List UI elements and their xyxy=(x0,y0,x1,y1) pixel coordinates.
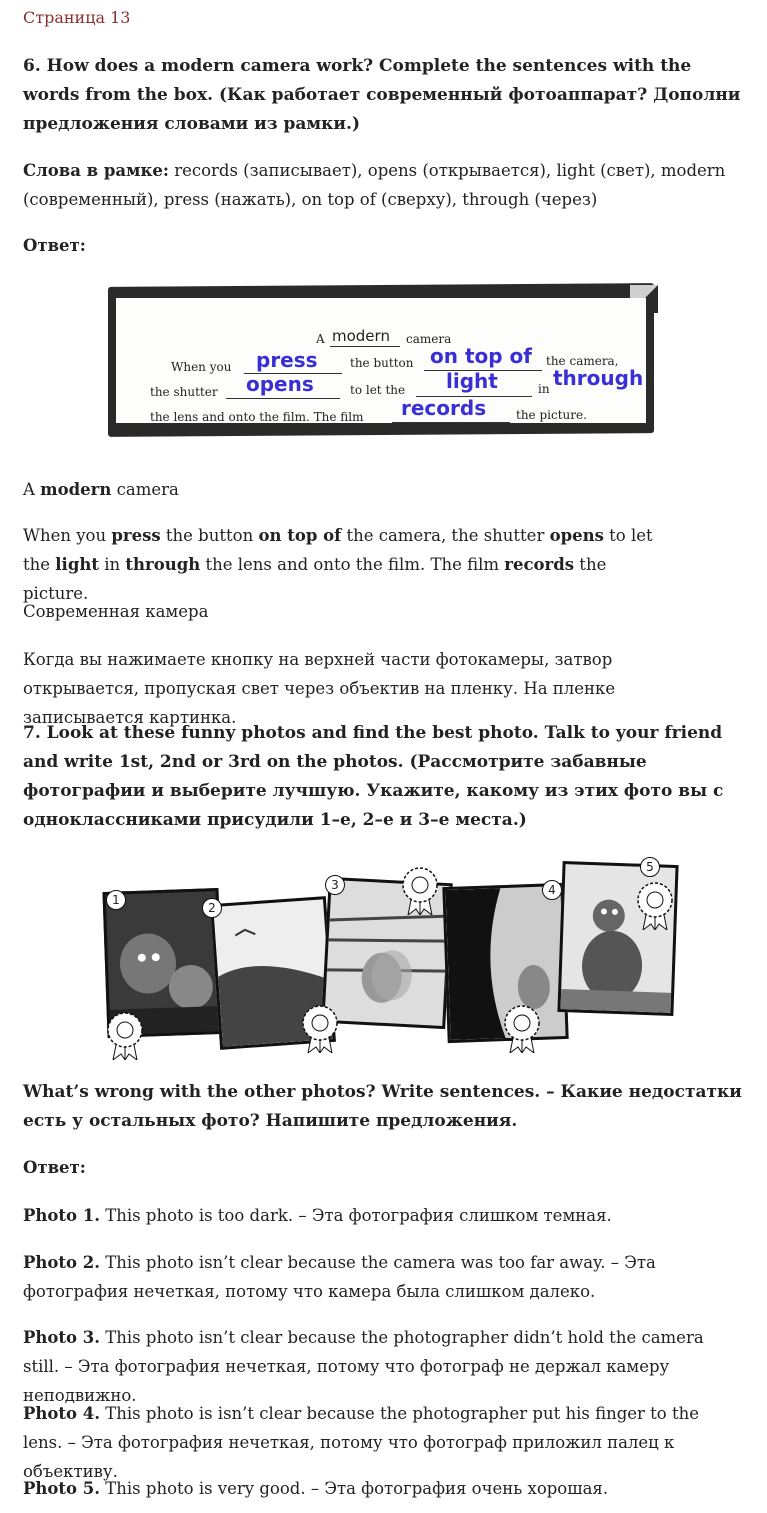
task-7-title: 7. Look at these funny photos and find the best photo. Talk to your friend and write 1st, 2nd or 3rd on the photos. (Рассмотрите забавные фотографии и выберите лучшую. Укажите, какому из этих фото вы с одноклассниками присудили 1–е, 2–е и 3–е места.) xyxy=(23,723,724,830)
words-box-text xyxy=(23,156,743,214)
answer-press: press xyxy=(256,348,318,372)
photo-number-2: 2 xyxy=(202,898,222,918)
photo-number-3: 3 xyxy=(325,875,345,895)
ex-the-shutter: the shutter xyxy=(150,385,218,399)
photo-answer-4: Photo 4. This photo is isn’t clear because the photographer put his finger to the lens. – Эта фотография нечеткая, потому что фотограф приложил палец к объективу. xyxy=(23,1404,699,1481)
answer-en-text: When you press the button on top of the camera, the shutter opens to let the light in through the lens and onto the film. The film records the picture. xyxy=(23,526,653,603)
ex-modern-hand: modern xyxy=(332,327,390,345)
answer-label-6: Ответ: xyxy=(23,236,86,255)
question-title: What’s wrong with the other photos? Write sentences. – Какие недостатки есть у остальных фото? Напишите предложения. xyxy=(23,1082,742,1131)
photo-answer-3: Photo 3. This photo isn’t clear because the photographer didn’t hold the camera still. – Эта фотография нечеткая, потому что фотограф не держал камеру неподвижно. xyxy=(23,1328,704,1405)
award-rosette-icon xyxy=(300,1003,340,1053)
ex-to-let-the: to let the xyxy=(350,383,406,397)
answer-through: through xyxy=(553,366,644,390)
photo-number-5: 5 xyxy=(640,857,660,877)
answer-en-title: A modern camera xyxy=(23,480,179,499)
ex-in: in xyxy=(538,382,550,396)
ex-camera: camera xyxy=(406,332,452,346)
ex-the-camera: the camera, xyxy=(546,354,619,368)
ex-when-you: When you xyxy=(171,360,232,374)
answer-opens: opens xyxy=(246,372,314,396)
photo-number-4: 4 xyxy=(542,880,562,900)
answer-label-7: Ответ: xyxy=(23,1158,86,1177)
photo-answer-2: Photo 2. This photo isn’t clear because the camera was too far away. – Эта фотография нечеткая, потому что камера была слишком далеко. xyxy=(23,1253,656,1301)
page-header: Страница 13 xyxy=(23,8,131,27)
award-rosette-icon xyxy=(635,880,675,930)
ex-the-button: the button xyxy=(350,356,414,370)
answer-ru-text: Когда вы нажимаете кнопку на верхней части фотокамеры, затвор открывается, пропуская свет через объектив на пленку. На пленке записывается картинка. xyxy=(23,650,616,727)
task-6-title: 6. How does a modern camera work? Complete the sentences with the words from the box. (Как работает современный фотоаппарат? Дополни предложения словами из рамки.) xyxy=(23,56,741,134)
photo-answer-5: Photo 5. This photo is very good. – Эта фотография очень хорошая. xyxy=(23,1479,609,1498)
words-label: Слова в рамке: xyxy=(23,161,169,180)
ex-the-picture: the picture. xyxy=(516,408,587,422)
award-rosette-icon xyxy=(105,1010,145,1060)
answer-ru-title: Современная камера xyxy=(23,602,209,621)
answer-records: records xyxy=(401,396,487,420)
award-rosette-icon xyxy=(502,1003,542,1053)
ex-lens-film: the lens and onto the film. The film xyxy=(150,410,364,424)
exercise-paper xyxy=(116,298,646,423)
award-rosette-icon xyxy=(400,865,440,915)
ex-a: A xyxy=(316,332,325,346)
words-list: records (записывает), opens (открывается), light (свет), modern (современный), press (нажать), on top of (сверху), through (через) xyxy=(23,161,726,209)
photo-answer-1: Photo 1. This photo is too dark. – Эта фотография слишком темная. xyxy=(23,1206,612,1225)
answer-light: light xyxy=(446,369,498,393)
exercise-image xyxy=(108,285,658,450)
answer-on-top-of: on top of xyxy=(430,344,532,368)
photo-number-1: 1 xyxy=(106,890,126,910)
funny-photos-image xyxy=(100,855,675,1065)
